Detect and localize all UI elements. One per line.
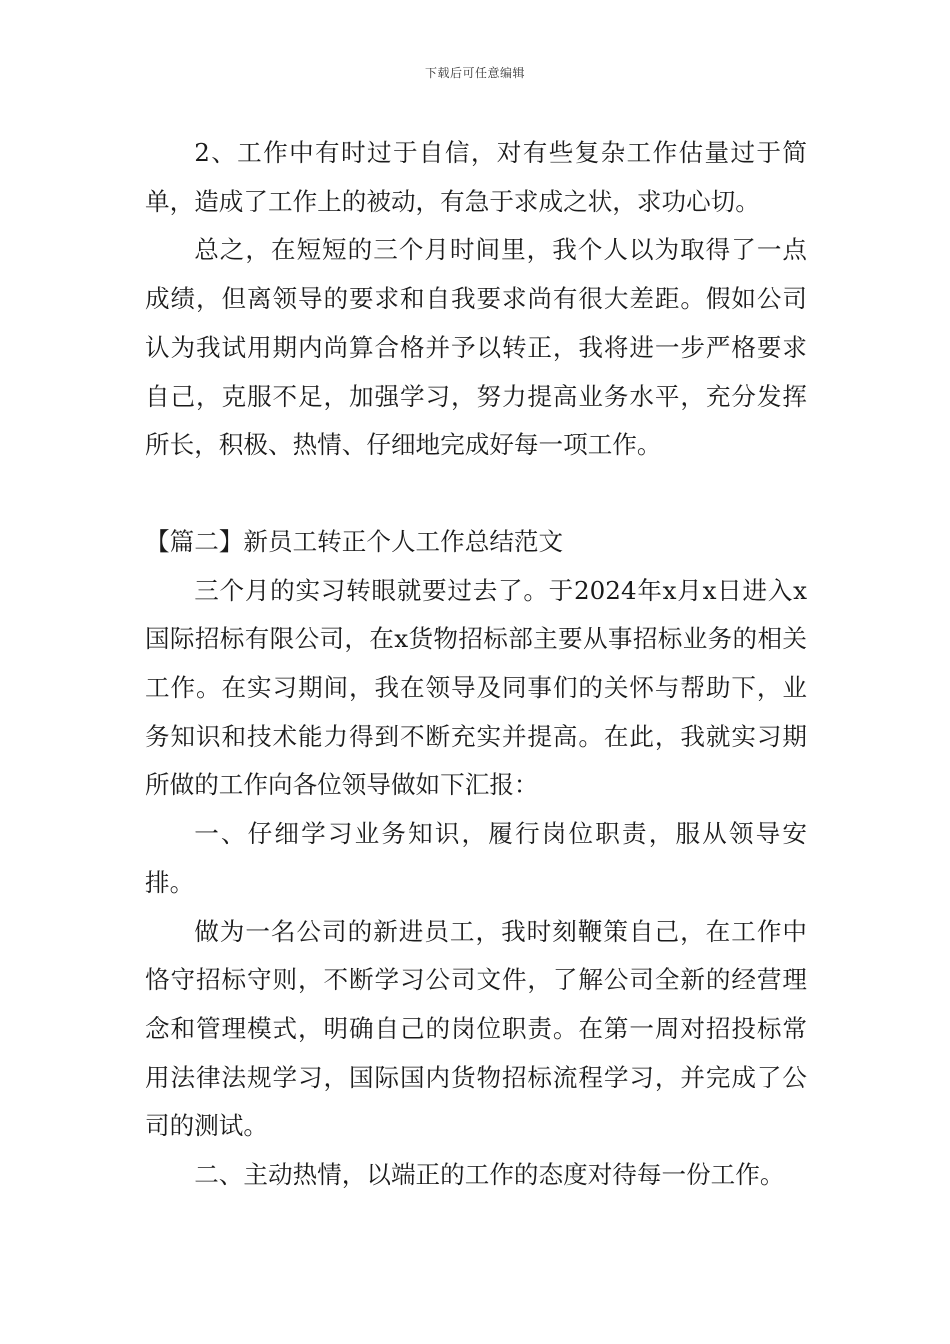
paragraph-heading-1: 一、仔细学习业务知识，履行岗位职责，服从领导安排。 xyxy=(145,819,807,897)
paragraph-conclusion: 总之，在短短的三个月时间里，我个人以为取得了一点成绩，但离领导的要求和自我要求尚有很大差距。假如公司认为我试用期内尚算合格并予以转正，我将进一步严格要求自己，克服不足，加强学习，努力提高业务水平，充分发挥所长，积极、热情、仔细地完成好每一项工作。 xyxy=(145,235,807,460)
document-body xyxy=(145,129,807,1200)
paragraph-body-1: 做为一名公司的新进员工，我时刻鞭策自己，在工作中恪守招标守则，不断学习公司文件，了解公司全新的经营理念和管理模式，明确自己的岗位职责。在第一周对招投标常用法律法规学习，国际国内货物招标流程学习，并完成了公司的测试。 xyxy=(145,916,807,1141)
paragraph-intro: 三个月的实习转眼就要过去了。于2024年x月x日进入x国际招标有限公司，在x货物招标部主要从事招标业务的相关工作。在实习期间，我在领导及同事们的关怀与帮助下，业务知识和技术能力得到不断充实并提高。在此，我就实习期所做的工作向各位领导做如下汇报： xyxy=(145,575,807,800)
section-title: 【篇二】新员工转正个人工作总结范文 xyxy=(145,526,564,556)
paragraph-heading-2: 二、主动热情，以端正的工作的态度对待每一份工作。 xyxy=(194,1160,785,1190)
paragraph-point-2: 2、工作中有时过于自信，对有些复杂工作估量过于简单，造成了工作上的被动，有急于求成之状，求功心切。 xyxy=(145,138,807,216)
page-header: 下载后可任意编辑 xyxy=(424,66,525,80)
